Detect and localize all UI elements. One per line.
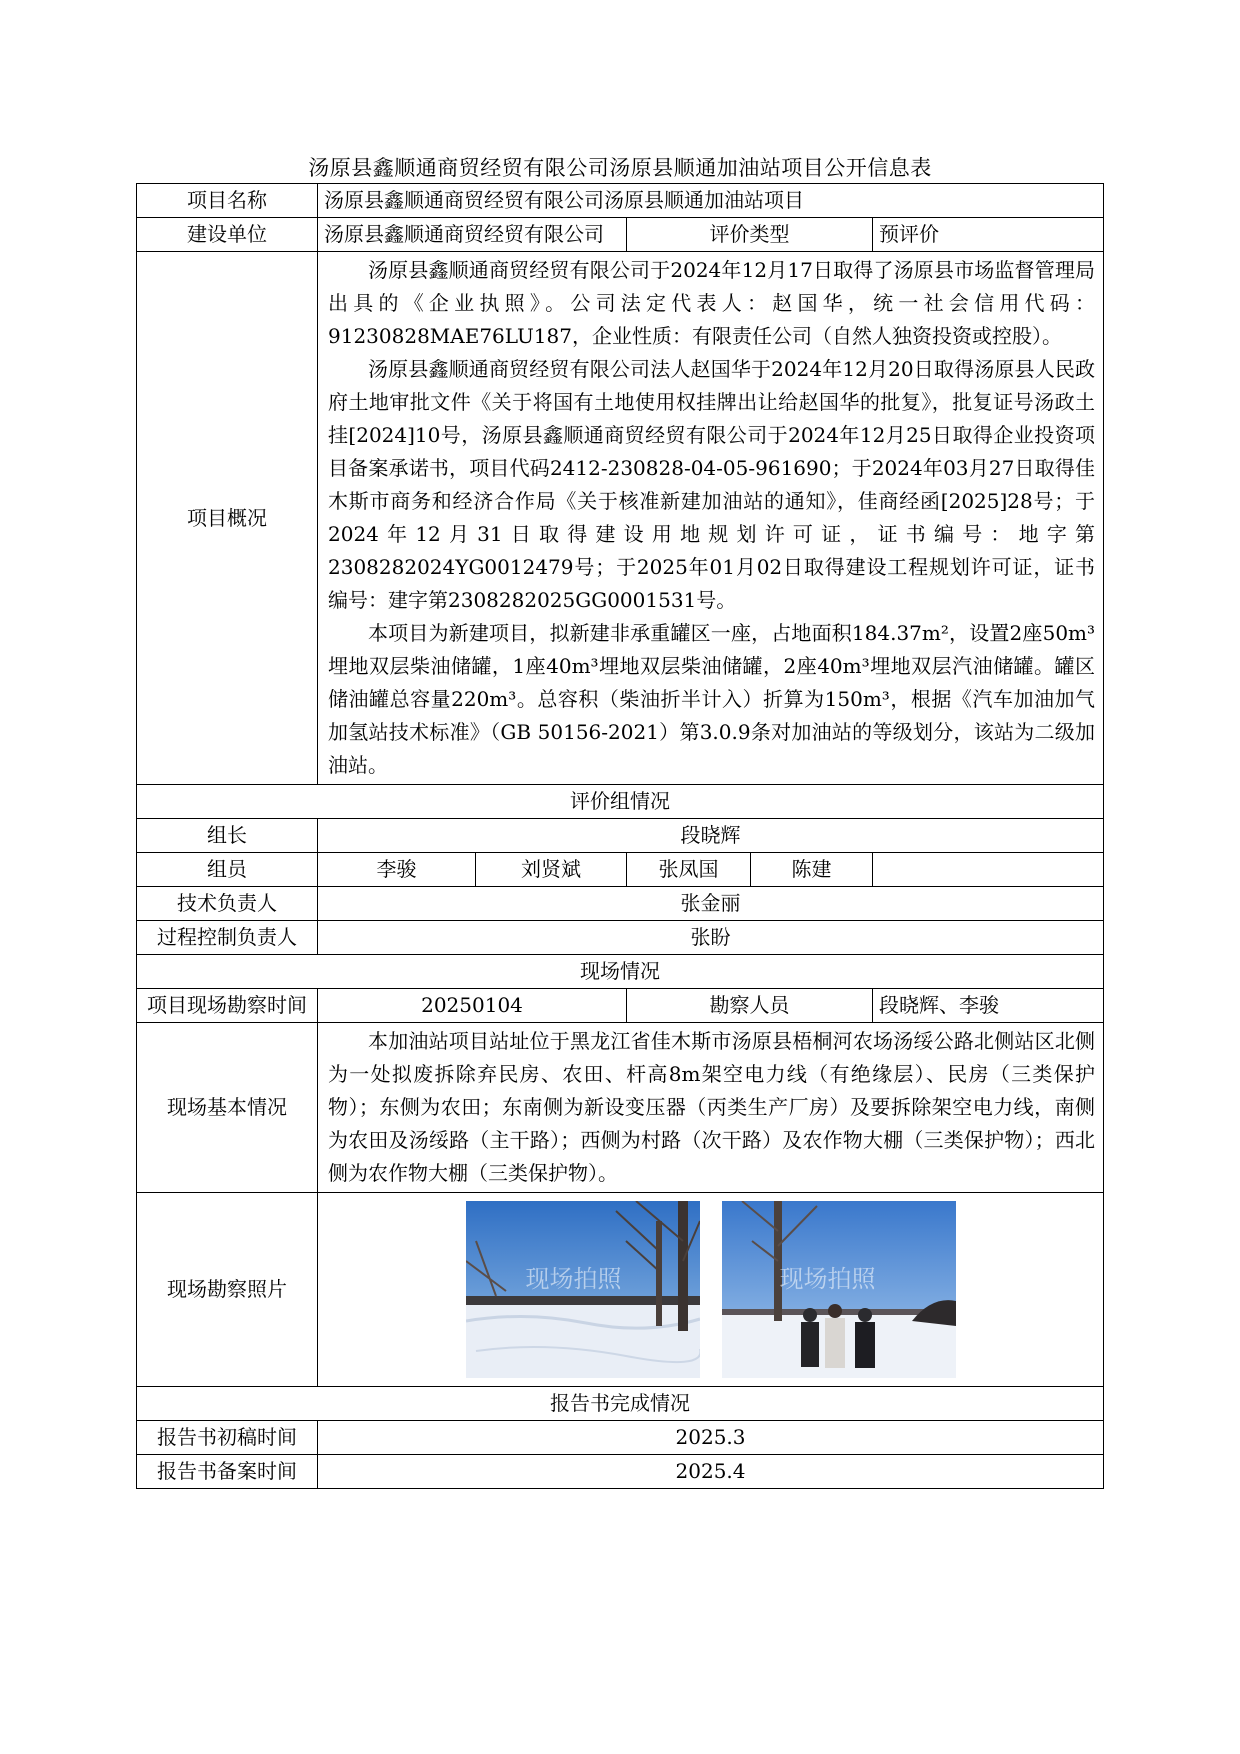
- builder-value: 汤原县鑫顺通商贸经贸有限公司: [318, 218, 627, 252]
- row-survey: [137, 989, 1104, 1023]
- photos-cell: [318, 1193, 1104, 1387]
- eval-type-label: 评价类型: [627, 218, 873, 252]
- site-basic-label: 现场基本情况: [137, 1023, 318, 1193]
- survey-time-value: 20250104: [318, 989, 627, 1023]
- overview-paragraph: 本项目为新建项目，拟新建非承重罐区一座，占地面积184.37m²，设置2座50m³埋地双层柴油储罐，1座40m³埋地双层柴油储罐，2座40m³埋地双层汽油储罐。罐区储油罐总容量220m³。总容积（柴油折半计入）折算为150m³，根据《汽车加油加气加氢站技术标准》（GB 50156-2021）第3.0.9条对加油站的等级划分，该站为二级加油站。: [328, 621, 1096, 777]
- site-basic-paragraph: 本加油站项目站址位于黑龙江省佳木斯市汤原县梧桐河农场汤绥公路北侧站区北侧为一处拟废拆除弃民房、农田、杆高8m架空电力线（有绝缘层）、民房（三类保护物）；东侧为农田；东南侧为新设变压器（丙类生产厂房）及要拆除架空电力线，南侧为农田及汤绥路（主干路）；西侧为村路（次干路）及农作物大棚（三类保护物）；西北侧为农作物大棚（三类保护物）。: [328, 1029, 1096, 1185]
- tech-value: 张金丽: [318, 887, 1104, 921]
- project-name-value: 汤原县鑫顺通商贸经贸有限公司汤原县顺通加油站项目: [318, 184, 1104, 218]
- photo-gallery: [318, 1193, 1103, 1386]
- overview-paragraph: 汤原县鑫顺通商贸经贸有限公司法人赵国华于2024年12月20日取得汤原县人民政府土地审批文件《关于将国有土地使用权挂牌出让给赵国华的批复》，批复证号汤政土挂[2024]10号，汤原县鑫顺通商贸经贸有限公司于2024年12月25日取得企业投资项目备案承诺书，项目代码2412-230828-04-05-961690；于2024年03月27日取得佳木斯市商务和经济合作局《关于核准新建加油站的通知》，佳商经函[2025]28号；于2024年12月31日取得建设用地规划许可证，证书编号：地字第2308282024YG0012479号；于2025年01月02日取得建设工程规划许可证，证书编号：建字第2308282025GG0001531号。: [328, 357, 1096, 612]
- leader-value: 段晓辉: [318, 819, 1104, 853]
- members-label: 组员: [137, 853, 318, 887]
- eval-type-value: 预评价: [873, 218, 1104, 252]
- process-label: 过程控制负责人: [137, 921, 318, 955]
- overview-content: [318, 252, 1104, 785]
- row-project-name: [137, 184, 1104, 218]
- draft-value: 2025.3: [318, 1421, 1104, 1455]
- filing-label: 报告书备案时间: [137, 1455, 318, 1489]
- surveyors-label: 勘察人员: [627, 989, 873, 1023]
- draft-label: 报告书初稿时间: [137, 1421, 318, 1455]
- member-cell: 陈建: [751, 853, 873, 887]
- leader-label: 组长: [137, 819, 318, 853]
- member-cell: 刘贤斌: [476, 853, 627, 887]
- row-tech: [137, 887, 1104, 921]
- site-basic-content: [318, 1023, 1104, 1193]
- site-photo-2: [722, 1201, 956, 1378]
- photo-watermark: 现场拍照: [525, 1265, 622, 1293]
- row-process: [137, 921, 1104, 955]
- process-value: 张盼: [318, 921, 1104, 955]
- overview-label: 项目概况: [137, 252, 318, 785]
- row-leader: [137, 819, 1104, 853]
- photos-label: 现场勘察照片: [137, 1193, 318, 1387]
- site-photo-1: [466, 1201, 700, 1378]
- tech-label: 技术负责人: [137, 887, 318, 921]
- row-overview: [137, 252, 1104, 785]
- survey-time-label: 项目现场勘察时间: [137, 989, 318, 1023]
- surveyors-value: 段晓辉、李骏: [873, 989, 1104, 1023]
- row-builder: [137, 218, 1104, 252]
- eval-group-section-header: 评价组情况: [137, 785, 1104, 819]
- report-section-header: 报告书完成情况: [137, 1387, 1104, 1421]
- member-cell: 李骏: [318, 853, 476, 887]
- project-name-label: 项目名称: [137, 184, 318, 218]
- row-draft: [137, 1421, 1104, 1455]
- overview-paragraph: 汤原县鑫顺通商贸经贸有限公司于2024年12月17日取得了汤原县市场监督管理局出具的《企业执照》。公司法定代表人：赵国华，统一社会信用代码：91230828MAE76LU187，企业性质：有限责任公司（自然人独资投资或控股）。: [328, 258, 1096, 348]
- row-site-section: [137, 955, 1104, 989]
- filing-value: 2025.4: [318, 1455, 1104, 1489]
- row-site-basic: [137, 1023, 1104, 1193]
- row-members: [137, 853, 1104, 887]
- row-photos: [137, 1193, 1104, 1387]
- photo-watermark: 现场拍照: [779, 1265, 876, 1293]
- builder-label: 建设单位: [137, 218, 318, 252]
- info-table: [136, 183, 1104, 1489]
- row-report-section: [137, 1387, 1104, 1421]
- row-eval-group-section: [137, 785, 1104, 819]
- site-section-header: 现场情况: [137, 955, 1104, 989]
- member-cell: 张凤国: [627, 853, 751, 887]
- row-filing: [137, 1455, 1104, 1489]
- page-title: 汤原县鑫顺通商贸经贸有限公司汤原县顺通加油站项目公开信息表: [308, 156, 932, 180]
- member-cell-empty: [873, 853, 1104, 887]
